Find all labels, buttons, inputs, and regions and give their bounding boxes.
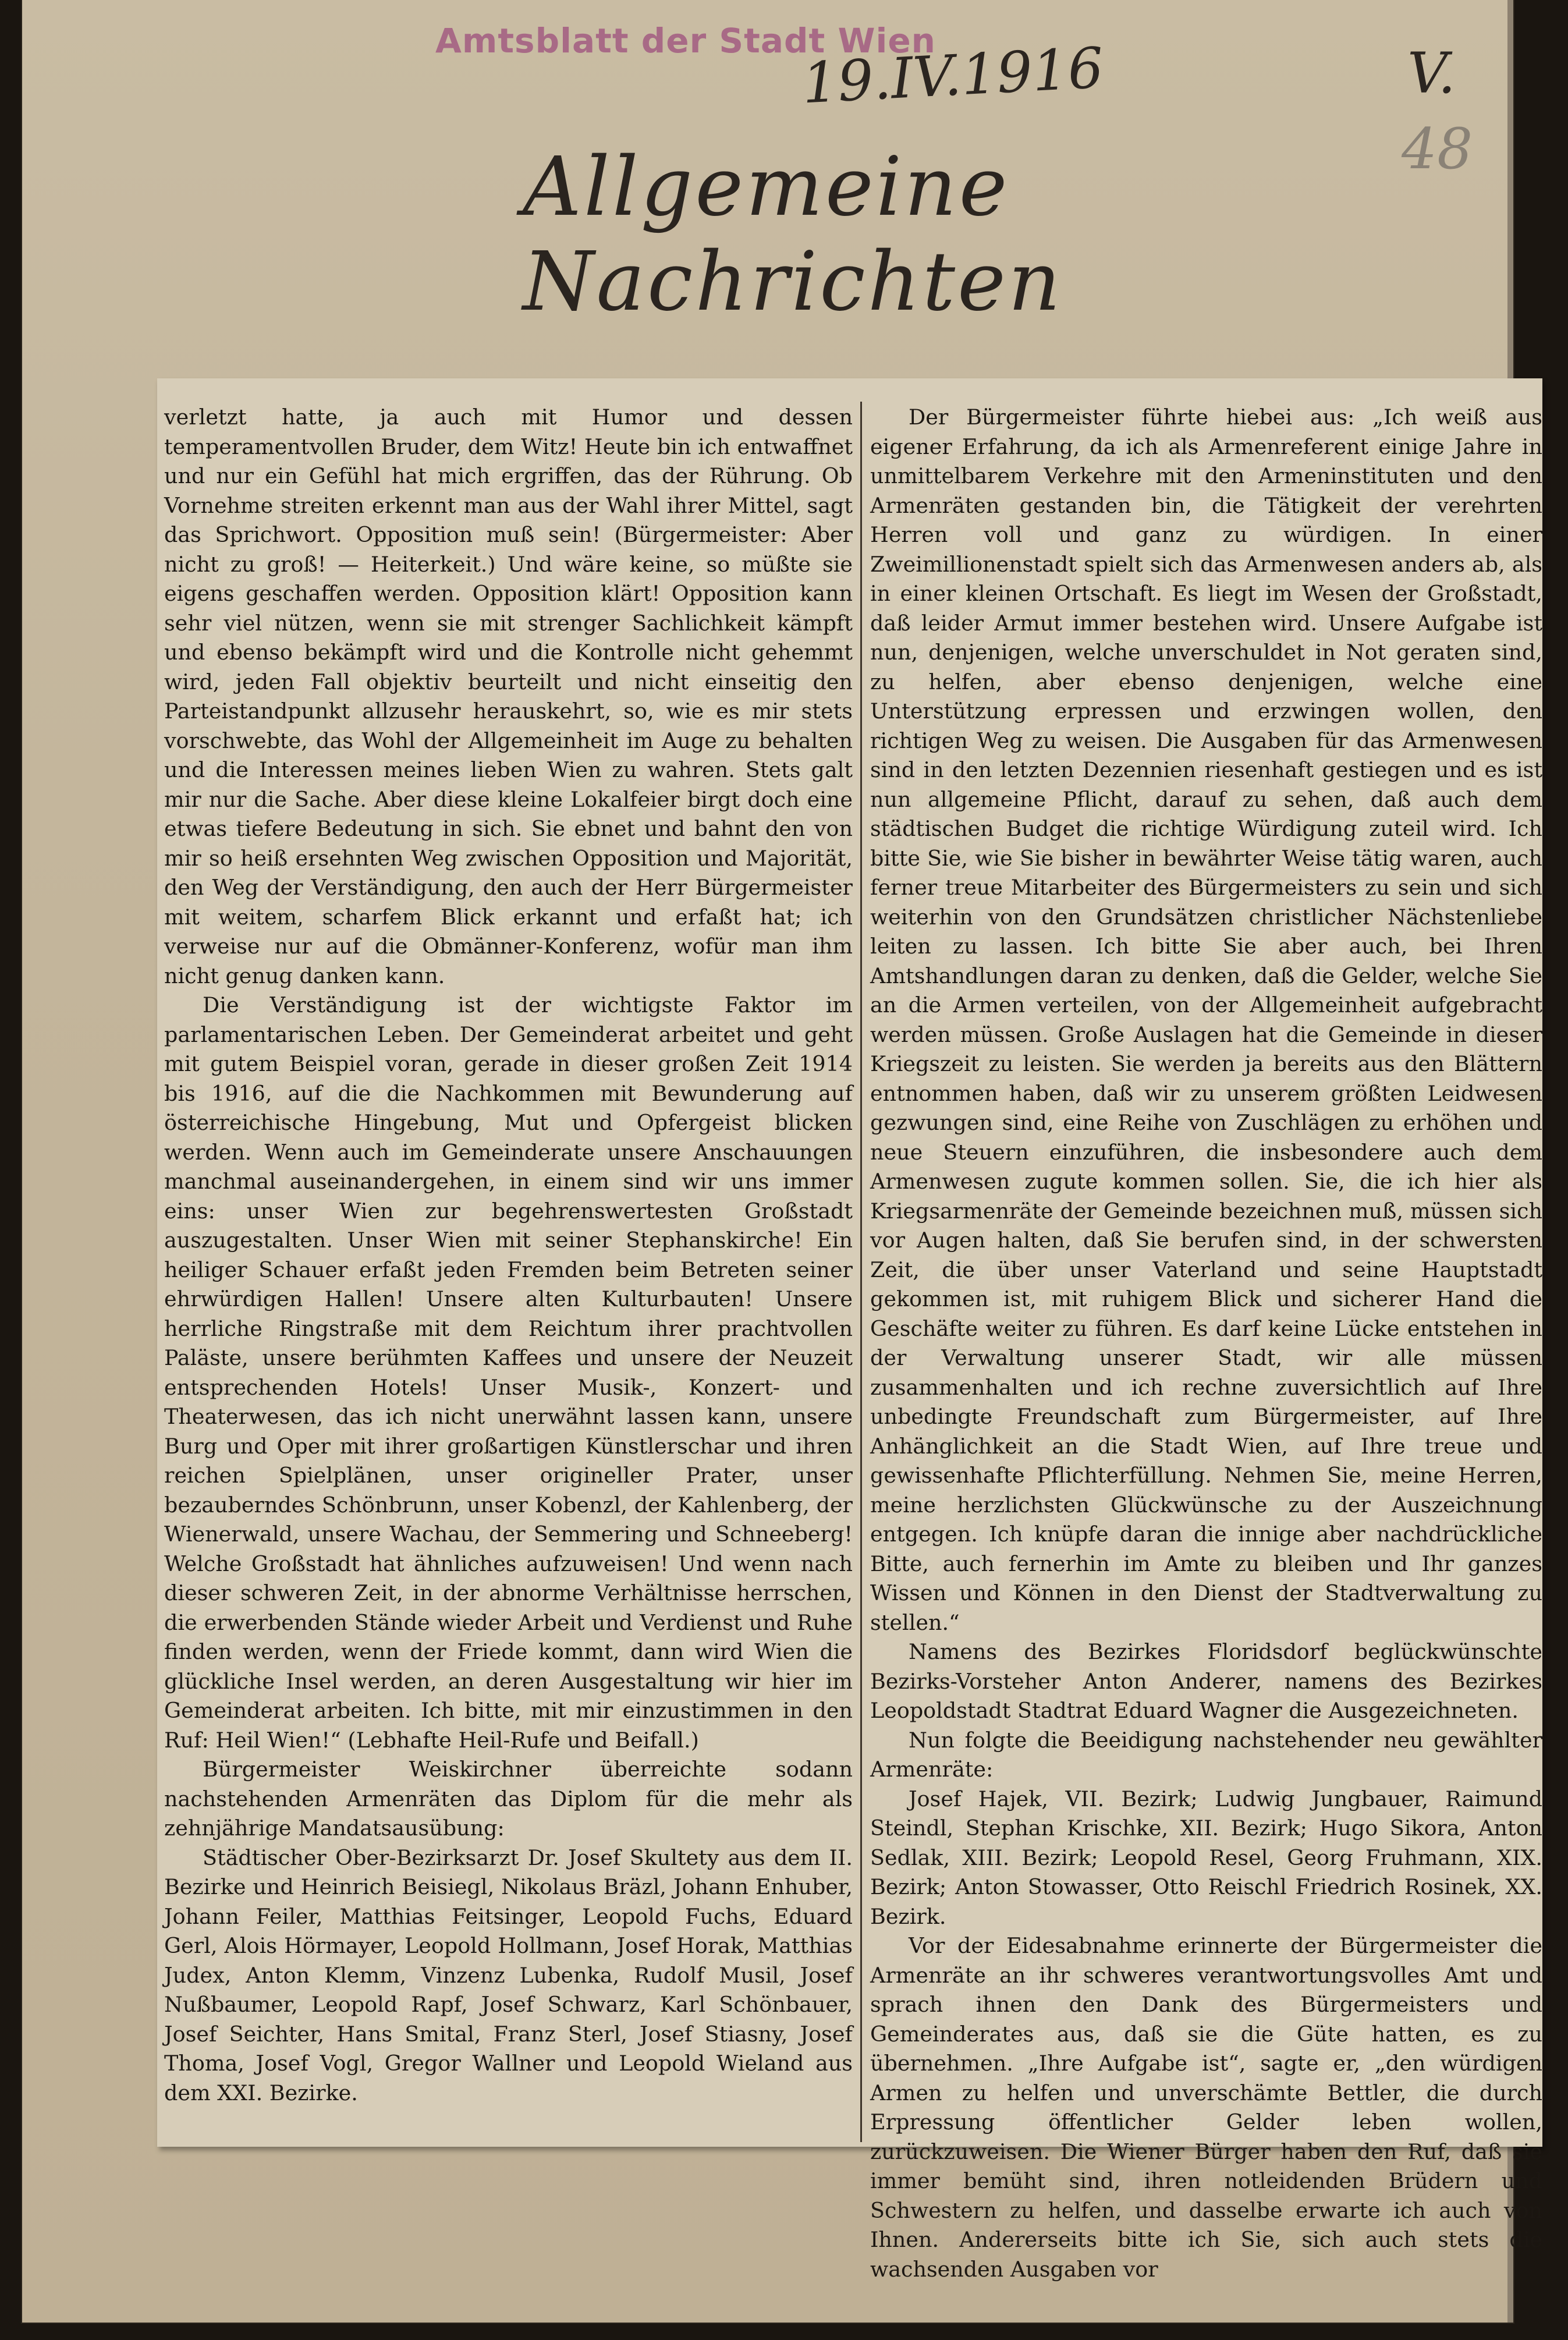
left-column xyxy=(164,403,853,2108)
left-paragraph-3: Bürgermeister Weiskirchner überreichte sodann nachstehenden Armenräten das Diplom für die mehr als zehnjährige Mandatsausübung: xyxy=(164,1757,853,1841)
newspaper-clipping xyxy=(157,378,1542,2282)
stamp-amtsblatt: Amtsblatt der Stadt Wien xyxy=(435,21,936,61)
archive-sub-number: 48 xyxy=(1402,116,1473,182)
right-paragraph-3: Nun folgte die Beeidigung nachstehender neu gewählter Armenräte: xyxy=(870,1727,1542,1782)
right-paragraph-4: Josef Hajek, VII. Bezirk; Ludwig Jungbauer, Raimund Steindl, Stephan Krischke, XII. Bezirk; Hugo Sikora, Anton Sedlak, XIII. Bezirk; Leopold Resel, Georg Fruhmann, XIX. Bezirk; Anton Stowasser, Otto Reischl Friedrich Rosinek, XX. Bezirk. xyxy=(870,1786,1542,1929)
right-paragraph-1: Der Bürgermeister führte hiebei aus: „Ich weiß aus eigener Erfahrung, da ich als Armenreferent einige Jahre in unmittelbarem Verkehre mit den Armeninstituten und den Armenräten gestanden bin, die Tätigkeit der verehrten Herren voll und ganz zu würdigen. In einer Zweimillionenstadt spielt sich das Armenwesen anders ab, als in einer kleinen Ortschaft. Es liegt im Wesen der Großstadt, daß leider Armut immer bestehen wird. Unsere Aufgabe ist nun, denjenigen, welche unverschuldet in Not geraten sind, zu helfen, aber ebenso denjenigen, welche eine Unterstützung erpressen und erzwingen wollen, den richtigen Weg zu weisen. Die Ausgaben für das Armenwesen sind in den letzten Dezennien riesenhaft gestiegen und es ist nun allgemeine Pflicht, darauf zu sehen, daß auch dem städtischen Budget die richtige Würdigung zuteil wird. Ich bitte Sie, wie Sie bisher in bewährter Weise tätig waren, auch ferner treue Mitarbeiter des Bürgermeisters zu sein und sich weiterhin von den Grundsätzen christlicher Nächstenliebe leiten zu lassen. Ich bitte Sie aber auch, bei Ihren Amtshandlungen daran zu denken, daß die Gelder, welche Sie an die Armen verteilen, von der Allgemeinheit aufgebracht werden müssen. Große Auslagen hat die Gemeinde in dieser Kriegszeit zu leisten. Sie werden ja bereits aus den Blättern entnommen haben, daß wir zu unserem größten Leidwesen gezwungen sind, eine Reihe von Zuschlägen zu erhöhen und neue Steuern einzuführen, die insbesondere auch dem Armenwesen zugute kommen sollen. Sie, die ich hier als Kriegsarmenräte der Gemeinde bezeichnen muß, müssen sich vor Augen halten, daß Sie berufen sind, in der schwersten Zeit, die über unser Vaterland und seine Hauptstadt gekommen ist, mit ruhigem Blick und sicherer Hand die Geschäfte weiter zu führen. Es darf keine Lücke entstehen in der Verwaltung unserer Stadt, wir alle müssen zusammenhalten und ich rechne zuversichtlich auf Ihre unbedingte Freundschaft zum Bürgermeister, auf Ihre Anhänglichkeit an die Stadt Wien, auf Ihre treue und gewissenhafte Pflichterfüllung. Nehmen Sie, meine Herren, meine herzlichsten Glückwünsche zu der Auszeichnung entgegen. Ich knüpfe daran die innige aber nachdrückliche Bitte, auch fernerhin im Amte zu bleiben und Ihr ganzes Wissen und Können in den Dienst der Stadtverwaltung zu stellen.“ xyxy=(870,405,1542,1635)
right-paragraph-5: Vor der Eidesabnahme erinnerte der Bürgermeister die Armenräte an ihr schweres verantwortungsvolles Amt und sprach ihnen den Dank des Bürgermeisters und Gemeinderates aus, daß sie die Güte hatten, es zu übernehmen. „Ihre Aufgabe ist“, sagte er, „den würdigen Armen zu helfen und unverschämte Bettler, die durch Erpressung öffentlicher Gelder leben wollen, zurückzuweisen. Die Wiener Bürger haben den Ruf, daß sie immer bemüht sind, ihren notleidenden Brüdern und Schwestern zu helfen, und dasselbe erwarte ich auch von Ihnen. Andererseits bitte ich Sie, sich auch stets die wachsenden Ausgaben vor xyxy=(870,1933,1542,2282)
column-divider xyxy=(860,402,862,2142)
right-paragraph-2: Namens des Bezirkes Floridsdorf beglückwünschte Bezirks-Vorsteher Anton Anderer, namens des Bezirkes Leopoldstadt Stadtrat Eduard Wagner die Ausgezeichneten. xyxy=(870,1639,1542,1723)
archive-number: V. xyxy=(1407,41,1456,106)
left-paragraph-4: Städtischer Ober-Bezirksarzt Dr. Josef Skultety aus dem II. Bezirke und Heinrich Beisiegl, Nikolaus Bräzl, Johann Enhuber, Johann Feiler, Matthias Feitsinger, Leopold Fuchs, Eduard Gerl, Alois Hörmayer, Leopold Hollmann, Josef Horak, Matthias Judex, Anton Klemm, Vinzenz Lubenka, Rudolf Musil, Josef Nußbaumer, Leopold Rapf, Josef Schwarz, Karl Schönbauer, Josef Seichter, Hans Smital, Franz Sterl, Josef Stiasny, Josef Thoma, Josef Vogl, Gregor Wallner und Leopold Wieland aus dem XXI. Bezirke. xyxy=(164,1845,853,2105)
handwritten-heading: Allgemeine Nachrichten xyxy=(523,140,1063,329)
left-paragraph-2: Die Verständigung ist der wichtigste Faktor im parlamentarischen Leben. Der Gemeinderat arbeitet und geht mit gutem Beispiel voran, gerade in dieser großen Zeit 1914 bis 1916, auf die die Nachkommen mit Bewunderung auf österreichische Hingebung, Mut und Opfergeist blicken werden. Wenn auch im Gemeinderate unsere Anschauungen manchmal auseinandergehen, in einem sind wir uns immer eins: unser Wien zur begehrenswertesten Großstadt auszugestalten. Unser Wien mit seiner Stephanskirche! Ein heiliger Schauer erfaßt jeden Fremden beim Betreten seiner ehrwürdigen Hallen! Unsere alten Kulturbauten! Unsere herrliche Ringstraße mit dem Reichtum ihrer prachtvollen Paläste, unsere berühmten Kaffees und unsere der Neuzeit entsprechenden Hotels! Unser Musik-, Konzert- und Theaterwesen, das ich nicht unerwähnt lassen kann, unsere Burg und Oper mit ihrer großartigen Künstlerschar und ihren reichen Spielplänen, unser origineller Prater, unser bezauberndes Schönbrunn, unser Kobenzl, der Kahlenberg, der Wienerwald, unsere Wachau, der Semmering und Schneeberg! Welche Großstadt hat ähnliches aufzuweisen! Und wenn nach dieser schweren Zeit, in der abnorme Verhältnisse herrschen, die erwerbenden Stände wieder Arbeit und Verdienst und Ruhe finden werden, wenn der Friede kommt, dann wird Wien die glückliche Insel werden, an deren Ausgestaltung wir hier im Gemeinderat arbeiten. Ich bitte, mit mir einzustimmen in den Ruf: Heil Wien!“ (Lebhafte Heil-Rufe und Beifall.) xyxy=(164,992,853,1753)
left-paragraph-1: verletzt hatte, ja auch mit Humor und dessen temperamentvollen Bruder, dem Witz! Heute bin ich entwaffnet und nur ein Gefühl hat mich ergriffen, das der Rührung. Ob Vornehme streiten erkennt man aus der Wahl ihrer Mittel, sagt das Sprichwort. Opposition muß sein! (Bürgermeister: Aber nicht zu groß! — Heiterkeit.) Und wäre keine, so müßte sie eigens geschaffen werden. Opposition klärt! Opposition kann sehr viel nützen, wenn sie mit strenger Sachlichkeit kämpft und ebenso bekämpft wird und die Kontrolle nicht gehemmt wird, jeden Fall objektiv beurteilt und nicht einseitig den Parteistandpunkt allzusehr herauskehrt, so, wie es mir stets vorschwebte, das Wohl der Allgemeinheit im Auge zu behalten und die Interessen meines lieben Wien zu wahren. Stets galt mir nur die Sache. Aber diese kleine Lokalfeier birgt doch eine etwas tiefere Bedeutung in sich. Sie ebnet und bahnt den von mir so heiß ersehnten Weg zwischen Opposition und Majorität, den Weg der Verständigung, den auch der Herr Bürgermeister mit weitem, scharfem Blick erkannt und erfaßt hat; ich verweise nur auf die Obmänner-Konferenz, wofür man ihm nicht genug danken kann. xyxy=(164,405,853,988)
handwritten-date: 19.IV.1916 xyxy=(800,35,1105,116)
right-column xyxy=(870,403,1542,2284)
